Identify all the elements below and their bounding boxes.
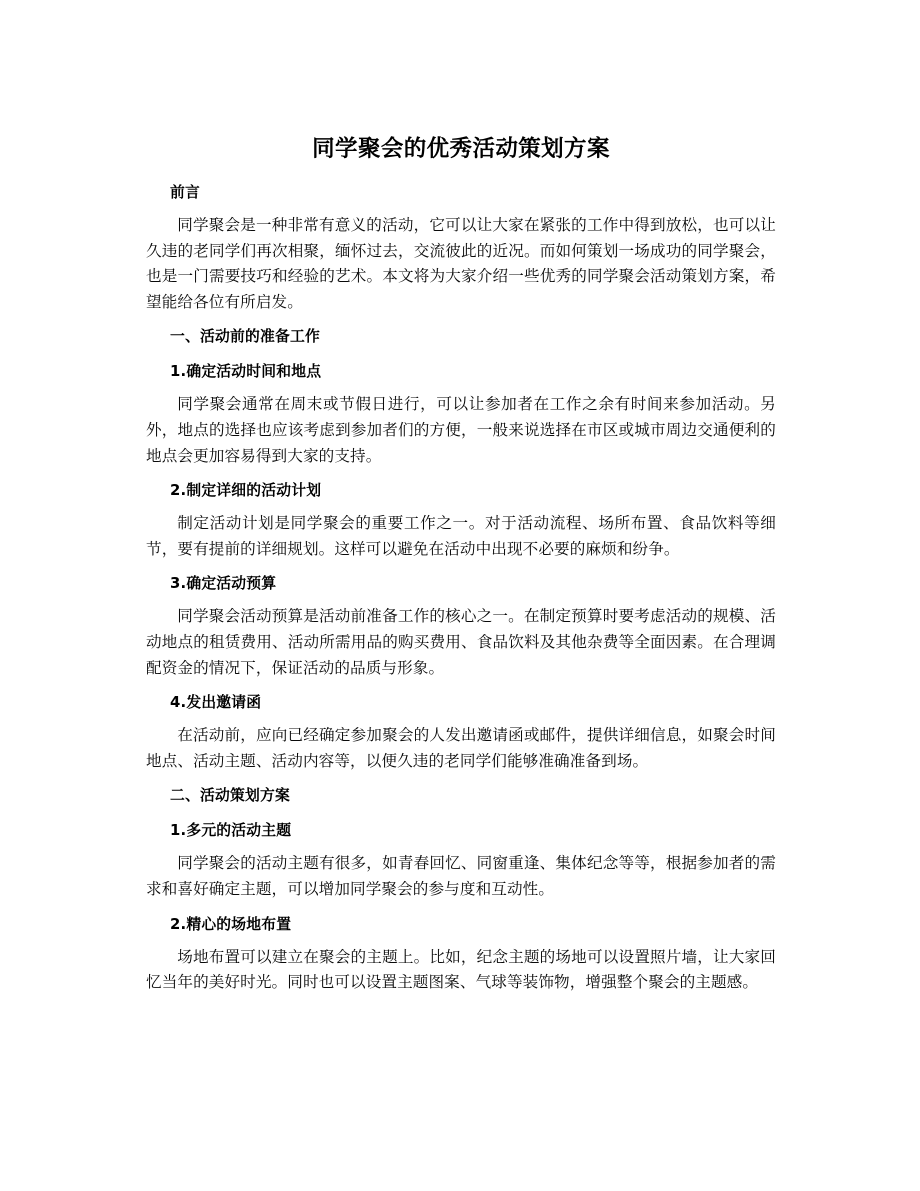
paragraph-section-two-item-1: 同学聚会的活动主题有很多，如青春回忆、同窗重逢、集体纪念等等，根据参加者的需求和喜好确定主题，可以增加同学聚会的参与度和互动性。 — [146, 854, 776, 898]
heading-section-one: 一、活动前的准备工作 — [170, 328, 320, 346]
heading-section-one-item-3: 3.确定活动预算 — [170, 575, 277, 593]
heading-section-two: 二、活动策划方案 — [170, 787, 290, 805]
heading-section-one-item-1: 1.确定活动时间和地点 — [170, 363, 322, 381]
paragraph-preface: 同学聚会是一种非常有意义的活动，它可以让大家在紧张的工作中得到放松，也可以让久违的老同学们再次相聚，缅怀过去，交流彼此的近况。而如何策划一场成功的同学聚会，也是一门需要技巧和经验的艺术。本文将为大家介绍一些优秀的同学聚会活动策划方案，希望能给各位有所启发。 — [146, 216, 776, 311]
paragraph-section-one-item-4: 在活动前，应向已经确定参加聚会的人发出邀请函或邮件，提供详细信息，如聚会时间地点、活动主题、活动内容等，以便久违的老同学们能够准确准备到场。 — [146, 726, 776, 770]
paragraph-section-one-item-1: 同学聚会通常在周末或节假日进行，可以让参加者在工作之余有时间来参加活动。另外，地点的选择也应该考虑到参加者们的方便，一般来说选择在市区或城市周边交通便利的地点会更加容易得到大家的支持。 — [146, 395, 776, 465]
page-title: 同学聚会的优秀活动策划方案 — [312, 136, 610, 162]
heading-section-one-item-2: 2.制定详细的活动计划 — [170, 482, 322, 500]
paragraph-section-two-item-2: 场地布置可以建立在聚会的主题上。比如，纪念主题的场地可以设置照片墙，让大家回忆当年的美好时光。同时也可以设置主题图案、气球等装饰物，增强整个聚会的主题感。 — [146, 947, 776, 992]
heading-section-two-item-2: 2.精心的场地布置 — [170, 915, 292, 933]
document-body — [146, 132, 776, 996]
heading-preface: 前言 — [170, 184, 200, 201]
heading-section-two-item-1: 1.多元的活动主题 — [170, 822, 292, 840]
paragraph-section-one-item-2: 制定活动计划是同学聚会的重要工作之一。对于活动流程、场所布置、食品饮料等细节，要有提前的详细规划。这样可以避免在活动中出现不必要的麻烦和纷争。 — [146, 514, 776, 558]
heading-section-one-item-4: 4.发出邀请函 — [170, 694, 262, 712]
paragraph-section-one-item-3: 同学聚会活动预算是活动前准备工作的核心之一。在制定预算时要考虑活动的规模、活动地点的租赁费用、活动所需用品的购买费用、食品饮料及其他杂费等全面因素。在合理调配资金的情况下，保证活动的品质与形象。 — [146, 607, 776, 677]
